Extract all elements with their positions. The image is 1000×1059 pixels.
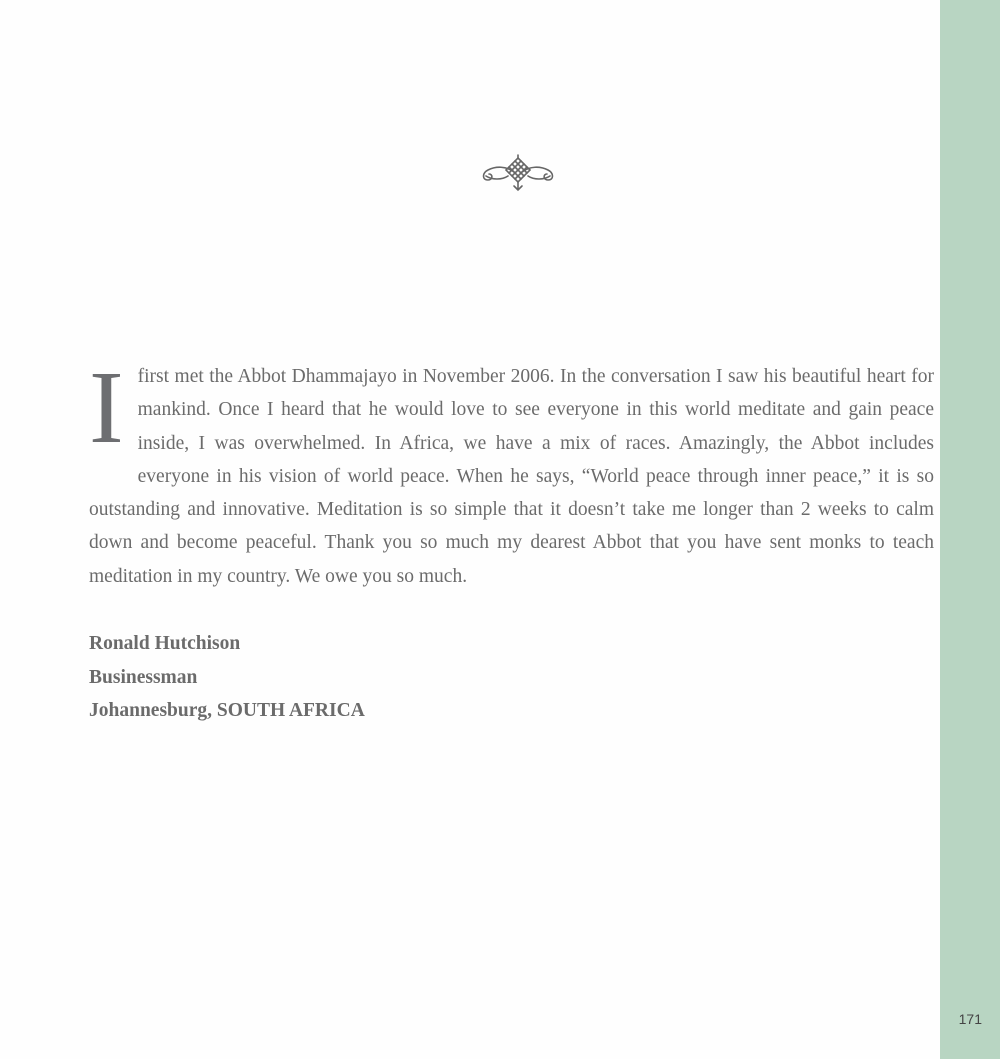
author-name: Ronald Hutchison <box>89 633 241 654</box>
testimonial-body: first met the Abbot Dhammajayo in November 2006. In the conversation I saw his beautiful heart for mankind. Once I heard that he would love to see everyone in this world meditate and gain peace inside, I was overwhelmed. In Africa, we have a mix of races. Amazingly, the Abbot includes everyone in his vision of world peace. When he says, “World peace through inner peace,” it is so outstanding and innovative. Meditation is so simple that it doesn’t take me longer than 2 weeks to calm down and become peaceful. Thank you so much my dearest Abbot that you have sent monks to teach meditation in my country. We owe you so much. <box>89 366 934 587</box>
side-color-band <box>940 0 1000 1059</box>
author-occupation: Businessman <box>89 666 198 688</box>
author-location: Johannesburg, SOUTH AFRICA <box>89 700 365 721</box>
endless-knot-ornament-icon <box>478 152 558 196</box>
testimonial-text <box>89 350 934 593</box>
page-number: 171 <box>958 1011 982 1027</box>
author-signature <box>89 627 365 728</box>
drop-cap: I <box>89 350 124 465</box>
